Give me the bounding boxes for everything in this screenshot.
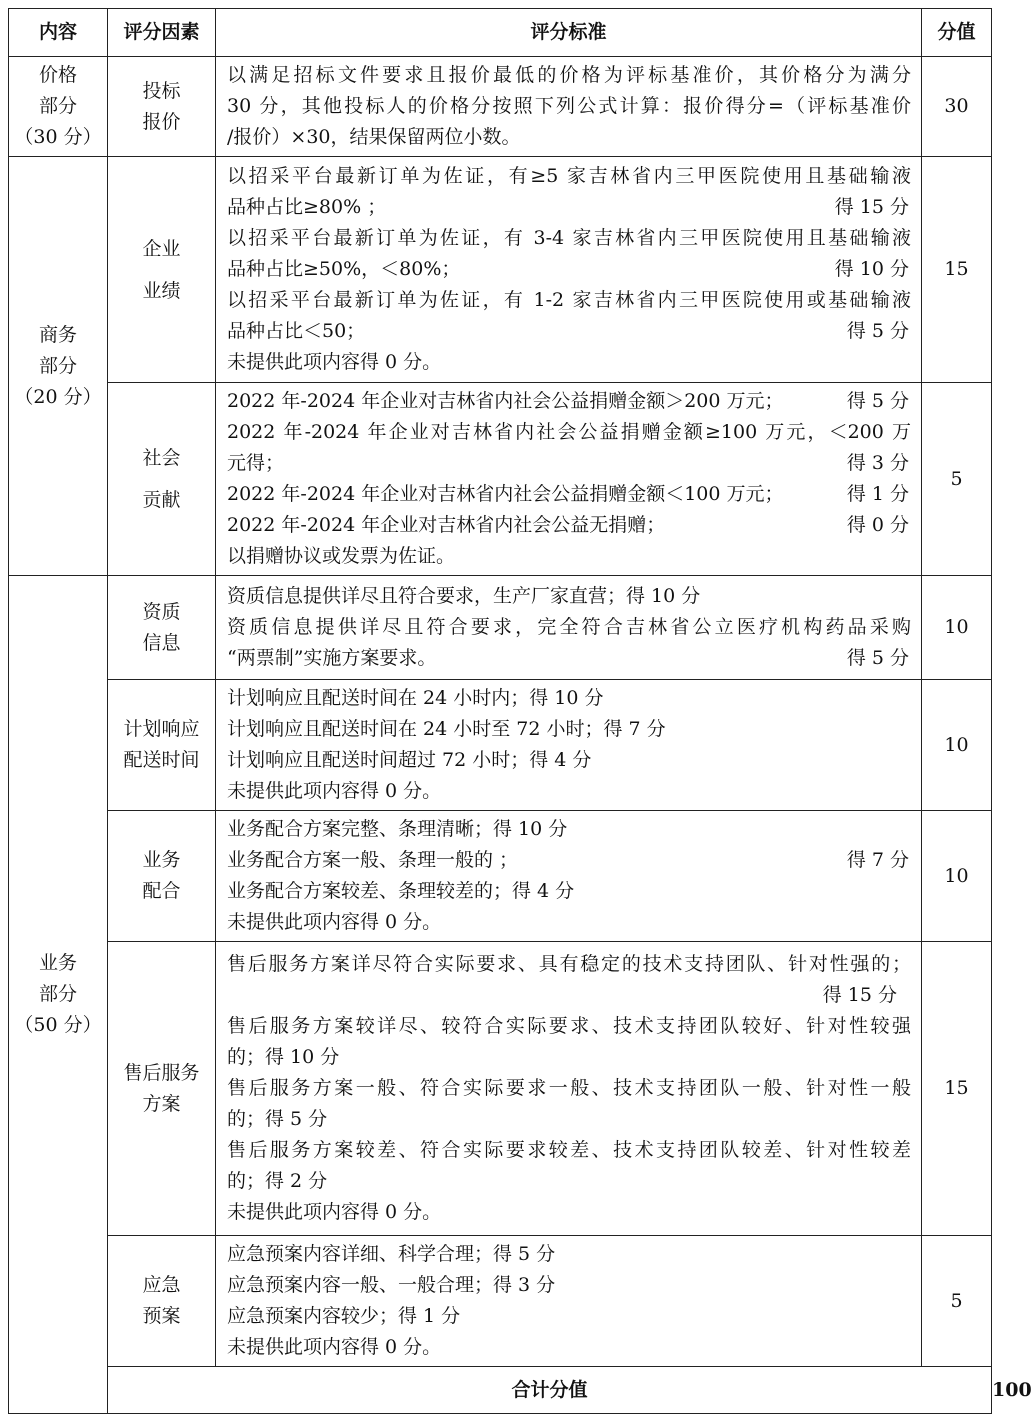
factor-aftersales: 售后服务 方案: [108, 942, 216, 1236]
table-row: [9, 811, 992, 942]
header-row: [9, 9, 992, 57]
criteria-performance: 以招采平台最新订单为佐证，有≥5 家吉林省内三甲医院使用且基础输液 品种占比≥80% ； 得 15 分 以招采平台最新订单为佐证，有 3-4 家吉林省内三甲医院使用且基础输液 品种占比≥50%，＜80%； 得 10 分 以招采平台最新订单为佐证，有 1-2 家吉林省内三甲医院使用或基础输液 品种占比＜50； 得 5 分 未提供此项内容得 0 分。: [216, 157, 922, 383]
score-emergency: 5: [922, 1236, 992, 1367]
header-content: 内容: [9, 9, 108, 57]
category-business: 商务 部分 （20 分）: [9, 157, 108, 576]
table-row: [9, 942, 992, 1236]
criteria-social: 2022 年-2024 年企业对吉林省内社会公益捐赠金额＞200 万元； 得 5 分 2022 年-2024 年企业对吉林省内社会公益捐赠金额≥100 万元，＜200 万 元得； 得 3 分 2022 年-2024 年企业对吉林省内社会公益捐赠金额＜100 万元； 得 1 分 2022 年-2024 年企业对吉林省内社会公益无捐赠； 得 0 分 以捐赠协议或发票为佐证。: [216, 383, 922, 576]
header-score: 分值: [922, 9, 992, 57]
factor-cooperation: 业务 配合: [108, 811, 216, 942]
header-factor: 评分因素: [108, 9, 216, 57]
header-criteria: 评分标准: [216, 9, 922, 57]
score-performance: 15: [922, 157, 992, 383]
score-cooperation: 10: [922, 811, 992, 942]
score-qualification: 10: [922, 576, 992, 680]
category-price: 价格 部分 （30 分）: [9, 57, 108, 157]
criteria-qualification: 资质信息提供详尽且符合要求，生产厂家直营；得 10 分 资质信息提供详尽且符合要求，完全符合吉林省公立医疗机构药品采购 “两票制”实施方案要求。 得 5 分: [216, 576, 922, 680]
criteria-delivery: 计划响应且配送时间在 24 小时内；得 10 分 计划响应且配送时间在 24 小时至 72 小时；得 7 分 计划响应且配送时间超过 72 小时；得 4 分 未提供此项内容得 0 分。: [216, 680, 922, 811]
table-row: [9, 576, 992, 680]
score-price: 30: [922, 57, 992, 157]
criteria-aftersales: 售后服务方案详尽符合实际要求、具有稳定的技术支持团队、针对性强的； 得 15 分 售后服务方案较详尽、较符合实际要求、技术支持团队较好、针对性较强 的；得 10 分 售后服务方案一般、符合实际要求一般、技术支持团队一般、针对性一般 的；得 5 分 售后服务方案较差、符合实际要求较差、技术支持团队较差、针对性较差 的；得 2 分 未提供此项内容得 0 分。: [216, 942, 922, 1236]
total-row: 合计分值 100: [9, 1367, 992, 1414]
criteria-emergency: 应急预案内容详细、科学合理；得 5 分 应急预案内容一般、一般合理；得 3 分 应急预案内容较少；得 1 分 未提供此项内容得 0 分。: [216, 1236, 922, 1367]
table-row: [9, 383, 992, 576]
factor-emergency: 应急 预案: [108, 1236, 216, 1367]
factor-price: 投标 报价: [108, 57, 216, 157]
category-service: 业务 部分 （50 分）: [9, 576, 108, 1414]
score-delivery: 10: [922, 680, 992, 811]
table-row: [9, 57, 992, 157]
scoring-table: [8, 8, 1032, 1414]
table-row: [9, 680, 992, 811]
factor-performance: 企业 业绩: [108, 157, 216, 383]
criteria-cooperation: 业务配合方案完整、条理清晰；得 10 分 业务配合方案一般、条理一般的 ； 得 7 分 业务配合方案较差、条理较差的；得 4 分 未提供此项内容得 0 分。: [216, 811, 922, 942]
total-label: 合计分值: [108, 1367, 992, 1414]
factor-qualification: 资质 信息: [108, 576, 216, 680]
score-social: 5: [922, 383, 992, 576]
score-aftersales: 15: [922, 942, 992, 1236]
table-row: [9, 1236, 992, 1367]
table-row: [9, 157, 992, 383]
criteria-price: 以满足招标文件要求且报价最低的价格为评标基准价，其价格分为满分 30 分，其他投标人的价格分按照下列公式计算：报价得分=（评标基准价 /报价）×30，结果保留两位小数。: [216, 57, 922, 157]
factor-social: 社会 贡献: [108, 383, 216, 576]
factor-delivery: 计划响应 配送时间: [108, 680, 216, 811]
